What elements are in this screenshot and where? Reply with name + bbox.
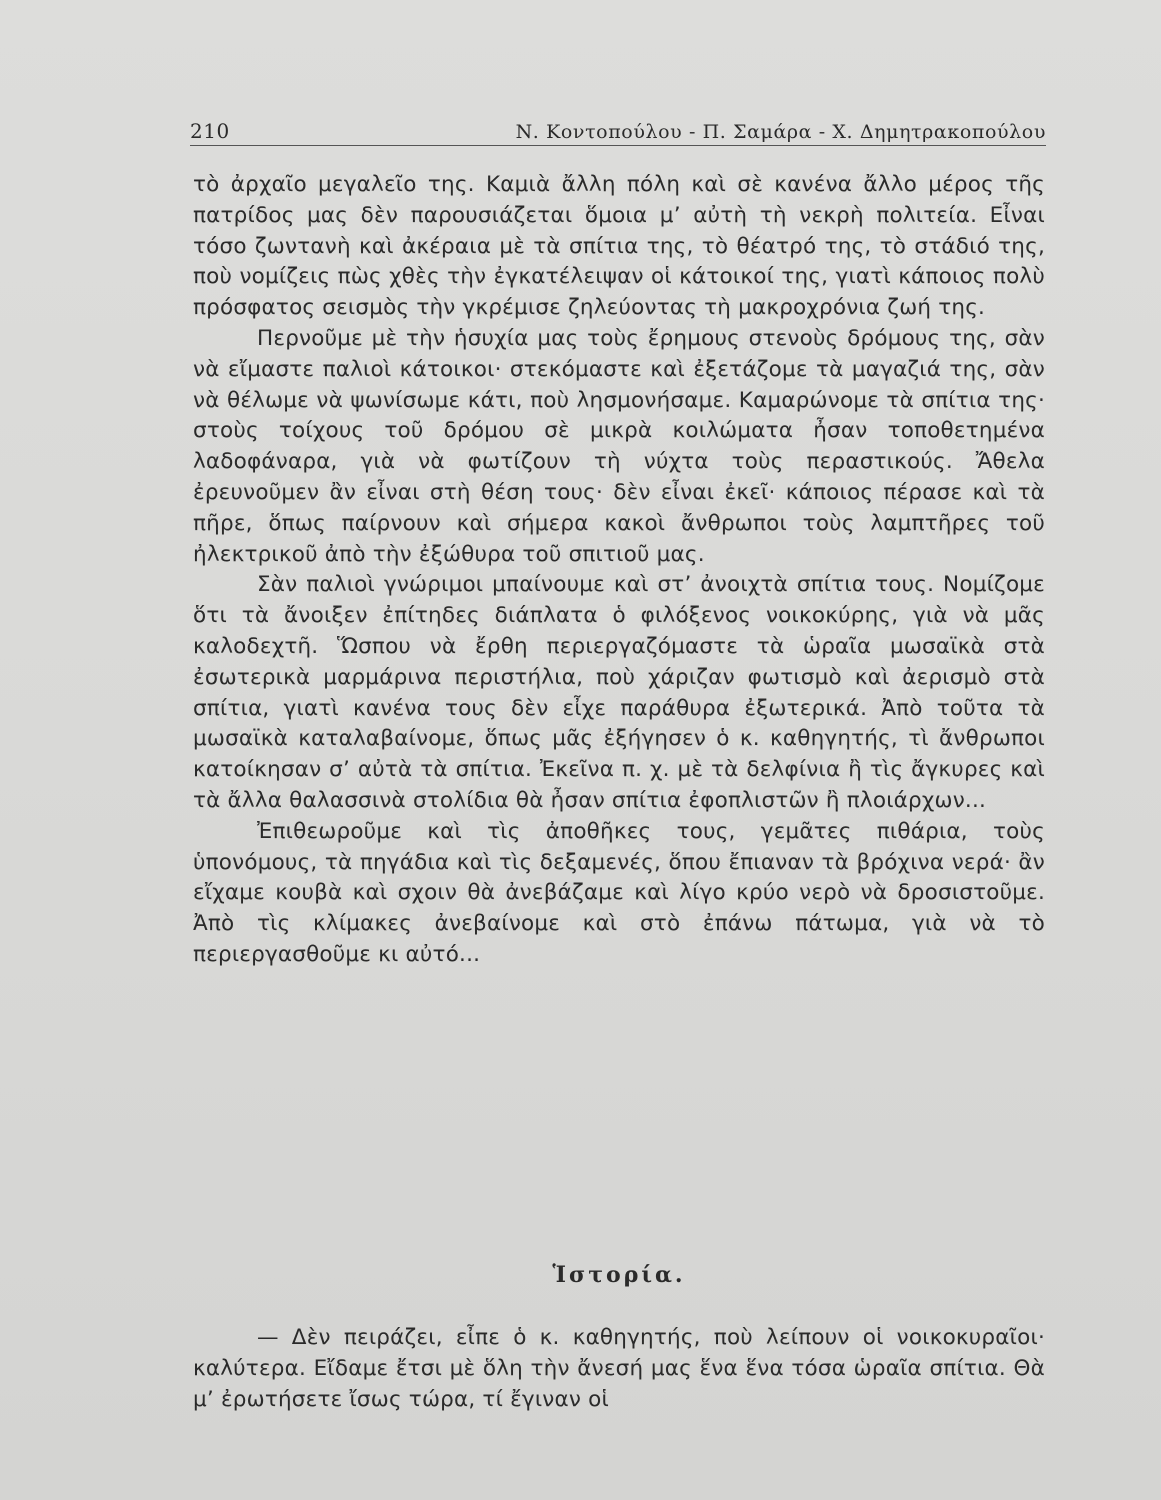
main-text <box>193 170 1045 971</box>
paragraph-2: Περνοῦμε μὲ τὴν ἡσυχία μας τοὺς ἔρημους στενοὺς δρόμους της, σὰν νὰ εἴμαστε παλιοὶ κάτοικοι· στεκόμαστε καὶ ἐξετάζομε τὰ μαγαζιά της, σὰν νὰ θέλωμε νὰ ψωνίσωμε κάτι, ποὺ λησμονήσαμε. Καμαρώνομε τὰ σπίτια της· στοὺς τοίχους τοῦ δρόμου σὲ μικρὰ κοιλώματα ἦσαν τοποθετημένα λαδοφάναρα, γιὰ νὰ φωτίζουν τὴ νύχτα τοὺς περαστικούς. Ἄθελα ἐρευνοῦμεν ἂν εἶναι στὴ θέση τους· δὲν εἶναι ἐκεῖ· κάποιος πέρασε καὶ τὰ πῆρε, ὅπως παίρνουν καὶ σήμερα κακοὶ ἄνθρωποι τοὺς λαμπτῆρες τοῦ ἠλεκτρικοῦ ἀπὸ τὴν ἐξώθυρα τοῦ σπιτιοῦ μας. <box>193 325 1045 567</box>
paragraph-4: Ἐπιθεωροῦμε καὶ τὶς ἀποθῆκες τους, γεμᾶτες πιθάρια, τοὺς ὑπονόμους, τὰ πηγάδια καὶ τὶς δεξαμενές, ὅπου ἔπιαναν τὰ βρόχινα νερά· ἂν εἴχαμε κουβὰ καὶ σχοιν θὰ ἀνεβάζαμε καὶ λίγο κρύο νερὸ νὰ δροσιστοῦμε. Ἀπὸ τὶς κλίμακες ἀνεβαίνομε καὶ στὸ ἐπάνω πάτωμα, γιὰ νὰ τὸ περιεργασθοῦμε κι αὐτό... <box>193 818 1045 967</box>
header-authors: Ν. Κοντοπούλου - Π. Σαμάρα - Χ. Δημητρακοπούλου <box>515 121 1046 143</box>
section-heading: Ἱστορία. <box>552 1262 686 1288</box>
page-number: 210 <box>190 119 230 143</box>
section-text <box>193 1323 1045 1415</box>
section-paragraph: — Δὲν πειράζει, εἶπε ὁ κ. καθηγητής, ποὺ λείπουν οἱ νοικοκυραῖοι· καλύτερα. Εἴδαμε ἔτσι μὲ ὅλη τὴν ἄνεσή μας ἕνα ἕνα τόσα ὡραῖα σπίτια. Θὰ μ’ ἐρωτήσετε ἴσως τώρα, τί ἔγιναν οἱ <box>193 1325 1045 1412</box>
paragraph-3: Σὰν παλιοὶ γνώριμοι μπαίνουμε καὶ στ’ ἀνοιχτὰ σπίτια τους. Νομίζομε ὅτι τὰ ἄνοιξεν ἐπίτηδες διάπλατα ὁ φιλόξενος νοικοκύρης, γιὰ νὰ μᾶς καλοδεχτῆ. Ὥσπου νὰ ἔρθη περιεργαζόμαστε τὰ ὡραῖα μωσαϊκὰ στὰ ἐσωτερικὰ μαρμάρινα περιστήλια, ποὺ χάριζαν φωτισμὸ καὶ ἀερισμὸ στὰ σπίτια, γιατὶ κανένα τους δὲν εἶχε παράθυρα ἐξωτερικά. Ἀπὸ τοῦτα τὰ μωσαϊκὰ καταλαβαίνομε, ὅπως μᾶς ἐξήγησεν ὁ κ. καθηγητής, τὶ ἄνθρωποι κατοίκησαν σ’ αὐτὰ τὰ σπίτια. Ἐκεῖνα π. χ. μὲ τὰ δελφίνια ἢ τὶς ἄγκυρες καὶ τὰ ἄλλα θαλασσινὰ στολίδια θὰ ἦσαν σπίτια ἐφοπλιστῶν ἢ πλοιάρχων... <box>193 572 1045 813</box>
running-header <box>190 112 1046 146</box>
paragraph-1: τὸ ἀρχαῖο μεγαλεῖο της. Καμιὰ ἄλλη πόλη καὶ σὲ κανένα ἄλλο μέρος τῆς πατρίδος μας δὲν παρουσιάζεται ὅμοια μ’ αὐτὴ τὴ νεκρὴ πολιτεία. Εἶναι τόσο ζωντανὴ καὶ ἀκέραια μὲ τὰ σπίτια της, τὸ θέατρό της, τὸ στάδιό της, ποὺ νομίζεις πὼς χθὲς τὴν ἐγκατέλειψαν οἱ κάτοικοί της, γιατὶ κάποιος πολὺ πρόσφατος σεισμὸς τὴν γκρέμισε ζηλεύοντας τὴ μακροχρόνια ζωή της. <box>193 172 1045 321</box>
